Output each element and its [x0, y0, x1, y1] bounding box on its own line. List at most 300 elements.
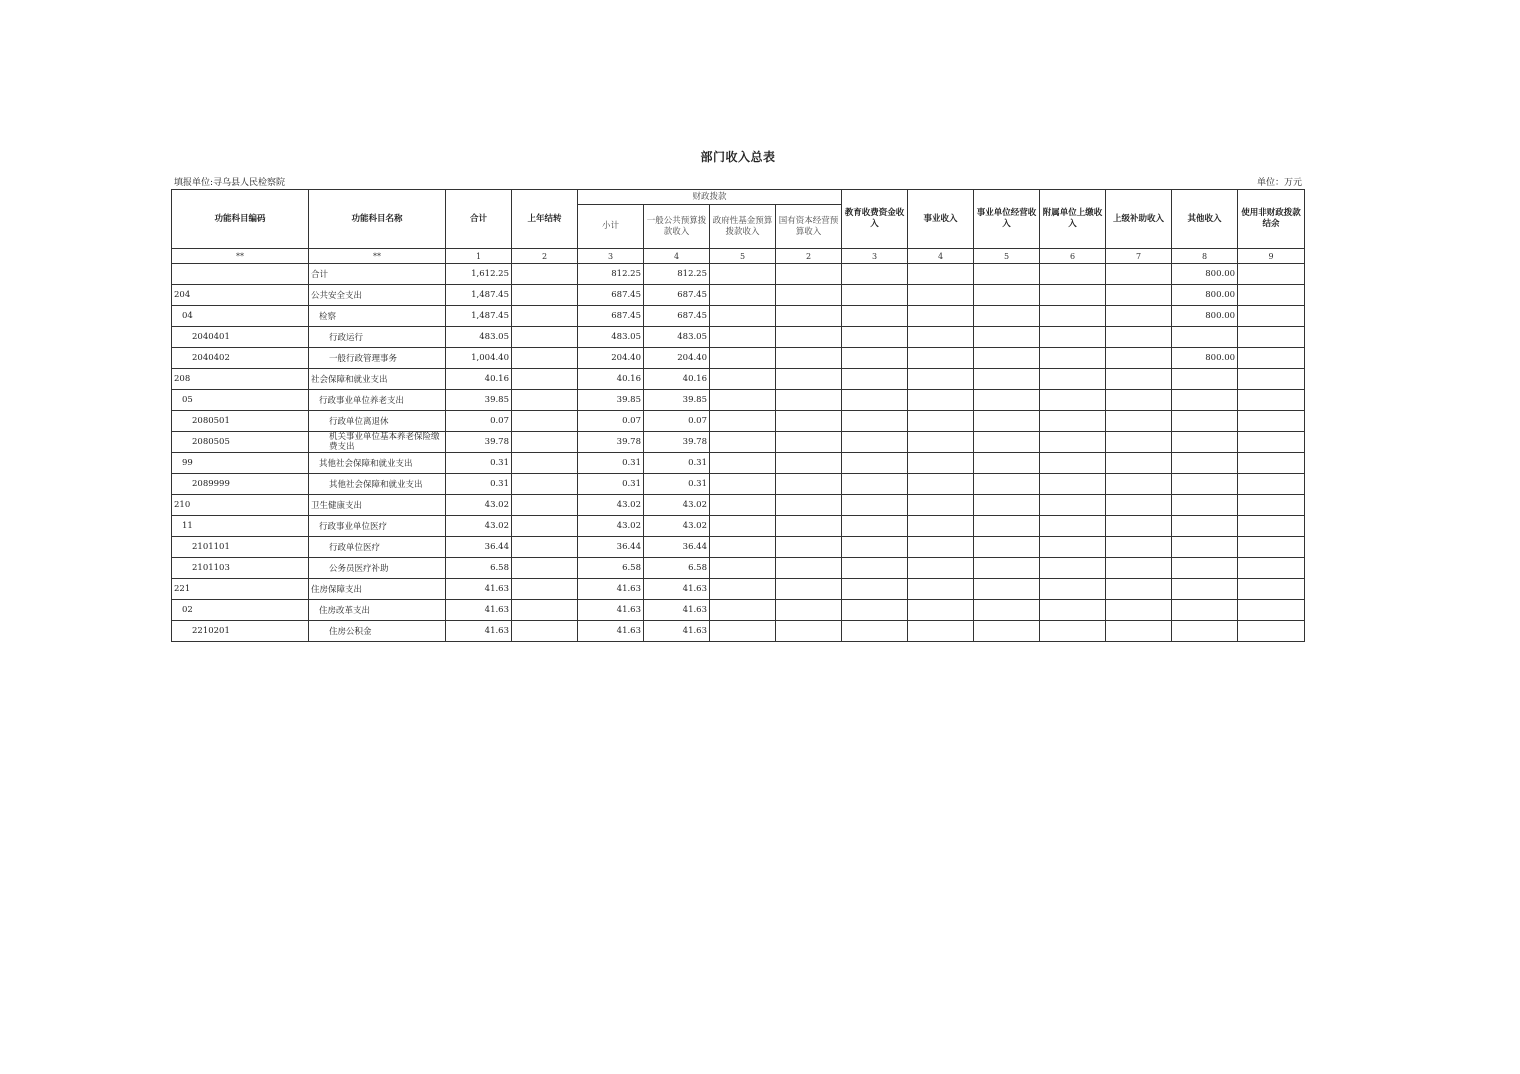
index-cell: 6 [1040, 249, 1106, 264]
state-capital-cell [776, 579, 842, 600]
total-cell: 41.63 [446, 579, 512, 600]
carryover-cell [512, 327, 578, 348]
non-fiscal-balance-cell [1238, 516, 1305, 537]
business-income-cell [908, 453, 974, 474]
operating-income-cell [974, 390, 1040, 411]
code-cell: 05 [172, 390, 309, 411]
business-income-cell [908, 264, 974, 285]
other-income-cell [1172, 369, 1238, 390]
name-cell: 行政运行 [309, 327, 446, 348]
code-cell: 99 [172, 453, 309, 474]
header-superior-subsidy: 上级补助收入 [1106, 190, 1172, 249]
affiliated-income-cell [1040, 348, 1106, 369]
education-fee-cell [842, 537, 908, 558]
carryover-cell [512, 264, 578, 285]
operating-income-cell [974, 285, 1040, 306]
header-fiscal-group: 财政拨款 [578, 190, 842, 205]
gov-fund-cell [710, 432, 776, 453]
header-code: 功能科目编码 [172, 190, 309, 249]
other-income-cell: 800.00 [1172, 306, 1238, 327]
carryover-cell [512, 537, 578, 558]
non-fiscal-balance-cell [1238, 390, 1305, 411]
state-capital-cell [776, 390, 842, 411]
subtotal-cell: 687.45 [578, 306, 644, 327]
business-income-cell [908, 390, 974, 411]
other-income-cell: 800.00 [1172, 348, 1238, 369]
state-capital-cell [776, 474, 842, 495]
subtotal-cell: 41.63 [578, 579, 644, 600]
index-cell: 8 [1172, 249, 1238, 264]
gov-fund-cell [710, 453, 776, 474]
name-cell: 合计 [309, 264, 446, 285]
index-cell: 5 [974, 249, 1040, 264]
state-capital-cell [776, 558, 842, 579]
education-fee-cell [842, 474, 908, 495]
affiliated-income-cell [1040, 558, 1106, 579]
state-capital-cell [776, 285, 842, 306]
total-cell: 43.02 [446, 495, 512, 516]
carryover-cell [512, 432, 578, 453]
gov-fund-cell [710, 537, 776, 558]
non-fiscal-balance-cell [1238, 537, 1305, 558]
general-budget-cell: 204.40 [644, 348, 710, 369]
state-capital-cell [776, 369, 842, 390]
name-cell: 住房公积金 [309, 621, 446, 642]
non-fiscal-balance-cell [1238, 285, 1305, 306]
superior-subsidy-cell [1106, 306, 1172, 327]
operating-income-cell [974, 621, 1040, 642]
business-income-cell [908, 495, 974, 516]
affiliated-income-cell [1040, 327, 1106, 348]
income-summary-table [171, 189, 1305, 642]
non-fiscal-balance-cell [1238, 453, 1305, 474]
business-income-cell [908, 600, 974, 621]
operating-income-cell [974, 264, 1040, 285]
education-fee-cell [842, 369, 908, 390]
non-fiscal-balance-cell [1238, 348, 1305, 369]
superior-subsidy-cell [1106, 411, 1172, 432]
operating-income-cell [974, 432, 1040, 453]
carryover-cell [512, 600, 578, 621]
carryover-cell [512, 369, 578, 390]
unit-label: 单位：万元 [1256, 178, 1302, 188]
other-income-cell [1172, 516, 1238, 537]
other-income-cell [1172, 432, 1238, 453]
superior-subsidy-cell [1106, 390, 1172, 411]
total-cell: 6.58 [446, 558, 512, 579]
general-budget-cell: 36.44 [644, 537, 710, 558]
name-cell: 住房保障支出 [309, 579, 446, 600]
total-cell: 0.31 [446, 453, 512, 474]
affiliated-income-cell [1040, 369, 1106, 390]
subtotal-cell: 0.07 [578, 411, 644, 432]
subtotal-cell: 687.45 [578, 285, 644, 306]
carryover-cell [512, 474, 578, 495]
operating-income-cell [974, 579, 1040, 600]
index-cell: 5 [710, 249, 776, 264]
state-capital-cell [776, 411, 842, 432]
subtotal-cell: 43.02 [578, 516, 644, 537]
general-budget-cell: 39.78 [644, 432, 710, 453]
non-fiscal-balance-cell [1238, 306, 1305, 327]
affiliated-income-cell [1040, 621, 1106, 642]
index-cell: ** [309, 249, 446, 264]
code-cell: 11 [172, 516, 309, 537]
non-fiscal-balance-cell [1238, 558, 1305, 579]
superior-subsidy-cell [1106, 369, 1172, 390]
code-cell: 02 [172, 600, 309, 621]
affiliated-income-cell [1040, 390, 1106, 411]
affiliated-income-cell [1040, 264, 1106, 285]
affiliated-income-cell [1040, 579, 1106, 600]
superior-subsidy-cell [1106, 558, 1172, 579]
gov-fund-cell [710, 306, 776, 327]
other-income-cell [1172, 327, 1238, 348]
superior-subsidy-cell [1106, 327, 1172, 348]
header-subtotal: 小计 [578, 205, 644, 249]
general-budget-cell: 0.31 [644, 453, 710, 474]
education-fee-cell [842, 432, 908, 453]
carryover-cell [512, 495, 578, 516]
table-row [172, 474, 1305, 495]
header-operating-income: 事业单位经营收入 [974, 190, 1040, 249]
education-fee-cell [842, 390, 908, 411]
superior-subsidy-cell [1106, 516, 1172, 537]
state-capital-cell [776, 537, 842, 558]
education-fee-cell [842, 327, 908, 348]
code-cell [172, 264, 309, 285]
operating-income-cell [974, 516, 1040, 537]
name-cell: 社会保障和就业支出 [309, 369, 446, 390]
affiliated-income-cell [1040, 285, 1106, 306]
other-income-cell [1172, 390, 1238, 411]
business-income-cell [908, 621, 974, 642]
operating-income-cell [974, 411, 1040, 432]
carryover-cell [512, 348, 578, 369]
total-cell: 0.07 [446, 411, 512, 432]
table-row [172, 327, 1305, 348]
business-income-cell [908, 537, 974, 558]
carryover-cell [512, 558, 578, 579]
subtotal-cell: 39.78 [578, 432, 644, 453]
superior-subsidy-cell [1106, 474, 1172, 495]
general-budget-cell: 43.02 [644, 516, 710, 537]
gov-fund-cell [710, 411, 776, 432]
other-income-cell [1172, 453, 1238, 474]
operating-income-cell [974, 474, 1040, 495]
header-affiliated-income: 附属单位上缴收入 [1040, 190, 1106, 249]
general-budget-cell: 0.31 [644, 474, 710, 495]
total-cell: 36.44 [446, 537, 512, 558]
subtotal-cell: 0.31 [578, 474, 644, 495]
affiliated-income-cell [1040, 474, 1106, 495]
name-cell: 公共安全支出 [309, 285, 446, 306]
education-fee-cell [842, 621, 908, 642]
other-income-cell [1172, 474, 1238, 495]
subtotal-cell: 43.02 [578, 495, 644, 516]
education-fee-cell [842, 579, 908, 600]
business-income-cell [908, 411, 974, 432]
subtotal-cell: 483.05 [578, 327, 644, 348]
general-budget-cell: 483.05 [644, 327, 710, 348]
business-income-cell [908, 579, 974, 600]
header-business-income: 事业收入 [908, 190, 974, 249]
business-income-cell [908, 369, 974, 390]
general-budget-cell: 6.58 [644, 558, 710, 579]
name-cell: 其他社会保障和就业支出 [309, 453, 446, 474]
header-name: 功能科目名称 [309, 190, 446, 249]
header-non-fiscal-balance: 使用非财政拨款结余 [1238, 190, 1305, 249]
business-income-cell [908, 285, 974, 306]
other-income-cell [1172, 579, 1238, 600]
table-body [172, 264, 1305, 642]
affiliated-income-cell [1040, 537, 1106, 558]
education-fee-cell [842, 558, 908, 579]
code-cell: 04 [172, 306, 309, 327]
business-income-cell [908, 432, 974, 453]
business-income-cell [908, 474, 974, 495]
general-budget-cell: 41.63 [644, 621, 710, 642]
superior-subsidy-cell [1106, 600, 1172, 621]
state-capital-cell [776, 516, 842, 537]
name-cell: 卫生健康支出 [309, 495, 446, 516]
gov-fund-cell [710, 621, 776, 642]
subtotal-cell: 204.40 [578, 348, 644, 369]
header-education-fee: 教育收费资金收入 [842, 190, 908, 249]
index-cell: 1 [446, 249, 512, 264]
non-fiscal-balance-cell [1238, 474, 1305, 495]
other-income-cell: 800.00 [1172, 264, 1238, 285]
affiliated-income-cell [1040, 306, 1106, 327]
education-fee-cell [842, 516, 908, 537]
education-fee-cell [842, 411, 908, 432]
non-fiscal-balance-cell [1238, 495, 1305, 516]
total-cell: 0.31 [446, 474, 512, 495]
carryover-cell [512, 621, 578, 642]
gov-fund-cell [710, 579, 776, 600]
table-row [172, 264, 1305, 285]
general-budget-cell: 687.45 [644, 285, 710, 306]
total-cell: 1,004.40 [446, 348, 512, 369]
superior-subsidy-cell [1106, 453, 1172, 474]
index-cell: 3 [578, 249, 644, 264]
table-row [172, 516, 1305, 537]
operating-income-cell [974, 600, 1040, 621]
code-cell: 210 [172, 495, 309, 516]
name-cell: 行政事业单位养老支出 [309, 390, 446, 411]
gov-fund-cell [710, 264, 776, 285]
other-income-cell [1172, 558, 1238, 579]
other-income-cell [1172, 495, 1238, 516]
non-fiscal-balance-cell [1238, 411, 1305, 432]
superior-subsidy-cell [1106, 621, 1172, 642]
non-fiscal-balance-cell [1238, 621, 1305, 642]
gov-fund-cell [710, 558, 776, 579]
carryover-cell [512, 306, 578, 327]
subtotal-cell: 39.85 [578, 390, 644, 411]
gov-fund-cell [710, 369, 776, 390]
non-fiscal-balance-cell [1238, 600, 1305, 621]
table-row [172, 495, 1305, 516]
table-row [172, 390, 1305, 411]
table-row [172, 579, 1305, 600]
general-budget-cell: 40.16 [644, 369, 710, 390]
state-capital-cell [776, 600, 842, 621]
index-cell: 2 [512, 249, 578, 264]
code-cell: 2089999 [172, 474, 309, 495]
general-budget-cell: 687.45 [644, 306, 710, 327]
affiliated-income-cell [1040, 411, 1106, 432]
other-income-cell [1172, 600, 1238, 621]
total-cell: 41.63 [446, 621, 512, 642]
carryover-cell [512, 285, 578, 306]
gov-fund-cell [710, 327, 776, 348]
superior-subsidy-cell [1106, 285, 1172, 306]
table-row [172, 453, 1305, 474]
subtotal-cell: 0.31 [578, 453, 644, 474]
general-budget-cell: 43.02 [644, 495, 710, 516]
table-row [172, 558, 1305, 579]
gov-fund-cell [710, 474, 776, 495]
gov-fund-cell [710, 495, 776, 516]
other-income-cell [1172, 621, 1238, 642]
affiliated-income-cell [1040, 432, 1106, 453]
subtotal-cell: 40.16 [578, 369, 644, 390]
code-cell: 208 [172, 369, 309, 390]
index-cell: 4 [644, 249, 710, 264]
non-fiscal-balance-cell [1238, 327, 1305, 348]
code-cell: 2210201 [172, 621, 309, 642]
header-gov-fund: 政府性基金预算拨款收入 [710, 205, 776, 249]
subtotal-cell: 41.63 [578, 621, 644, 642]
name-cell: 其他社会保障和就业支出 [309, 474, 446, 495]
subtotal-cell: 41.63 [578, 600, 644, 621]
business-income-cell [908, 306, 974, 327]
table-row [172, 411, 1305, 432]
name-cell: 一般行政管理事务 [309, 348, 446, 369]
name-cell: 住房改革支出 [309, 600, 446, 621]
total-cell: 39.85 [446, 390, 512, 411]
state-capital-cell [776, 621, 842, 642]
business-income-cell [908, 327, 974, 348]
code-cell: 2101101 [172, 537, 309, 558]
gov-fund-cell [710, 390, 776, 411]
education-fee-cell [842, 348, 908, 369]
code-cell: 204 [172, 285, 309, 306]
index-cell: 4 [908, 249, 974, 264]
index-cell: 2 [776, 249, 842, 264]
general-budget-cell: 41.63 [644, 600, 710, 621]
total-cell: 43.02 [446, 516, 512, 537]
education-fee-cell [842, 306, 908, 327]
operating-income-cell [974, 537, 1040, 558]
report-title: 部门收入总表 [700, 150, 776, 164]
table-row [172, 621, 1305, 642]
business-income-cell [908, 558, 974, 579]
state-capital-cell [776, 327, 842, 348]
education-fee-cell [842, 600, 908, 621]
total-cell: 39.78 [446, 432, 512, 453]
state-capital-cell [776, 432, 842, 453]
table-row [172, 432, 1305, 453]
carryover-cell [512, 453, 578, 474]
carryover-cell [512, 390, 578, 411]
superior-subsidy-cell [1106, 348, 1172, 369]
total-cell: 483.05 [446, 327, 512, 348]
other-income-cell [1172, 411, 1238, 432]
superior-subsidy-cell [1106, 264, 1172, 285]
table-row [172, 285, 1305, 306]
name-cell: 机关事业单位基本养老保险缴费支出 [309, 432, 446, 453]
header-other-income: 其他收入 [1172, 190, 1238, 249]
business-income-cell [908, 348, 974, 369]
operating-income-cell [974, 369, 1040, 390]
index-cell: 3 [842, 249, 908, 264]
code-cell: 2040401 [172, 327, 309, 348]
other-income-cell [1172, 537, 1238, 558]
business-income-cell [908, 516, 974, 537]
header-carryover: 上年结转 [512, 190, 578, 249]
name-cell: 行政单位离退休 [309, 411, 446, 432]
code-cell: 2080505 [172, 432, 309, 453]
subtotal-cell: 812.25 [578, 264, 644, 285]
table-row [172, 537, 1305, 558]
general-budget-cell: 41.63 [644, 579, 710, 600]
index-cell: ** [172, 249, 309, 264]
index-cell: 7 [1106, 249, 1172, 264]
operating-income-cell [974, 327, 1040, 348]
superior-subsidy-cell [1106, 432, 1172, 453]
carryover-cell [512, 516, 578, 537]
superior-subsidy-cell [1106, 537, 1172, 558]
header-general-budget: 一般公共预算拨款收入 [644, 205, 710, 249]
table-row [172, 306, 1305, 327]
operating-income-cell [974, 453, 1040, 474]
total-cell: 40.16 [446, 369, 512, 390]
gov-fund-cell [710, 600, 776, 621]
affiliated-income-cell [1040, 516, 1106, 537]
education-fee-cell [842, 453, 908, 474]
state-capital-cell [776, 264, 842, 285]
index-row [172, 249, 1305, 264]
total-cell: 1,612.25 [446, 264, 512, 285]
name-cell: 行政事业单位医疗 [309, 516, 446, 537]
gov-fund-cell [710, 348, 776, 369]
non-fiscal-balance-cell [1238, 369, 1305, 390]
non-fiscal-balance-cell [1238, 264, 1305, 285]
total-cell: 1,487.45 [446, 306, 512, 327]
subtotal-cell: 6.58 [578, 558, 644, 579]
education-fee-cell [842, 264, 908, 285]
name-cell: 检察 [309, 306, 446, 327]
subtotal-cell: 36.44 [578, 537, 644, 558]
affiliated-income-cell [1040, 453, 1106, 474]
fill-unit-label: 填报单位:寻乌县人民检察院 [174, 178, 286, 188]
table-row [172, 348, 1305, 369]
state-capital-cell [776, 306, 842, 327]
table-row [172, 600, 1305, 621]
total-cell: 41.63 [446, 600, 512, 621]
total-cell: 1,487.45 [446, 285, 512, 306]
name-cell: 公务员医疗补助 [309, 558, 446, 579]
carryover-cell [512, 411, 578, 432]
code-cell: 2101103 [172, 558, 309, 579]
non-fiscal-balance-cell [1238, 579, 1305, 600]
gov-fund-cell [710, 285, 776, 306]
index-cell: 9 [1238, 249, 1305, 264]
operating-income-cell [974, 306, 1040, 327]
superior-subsidy-cell [1106, 495, 1172, 516]
